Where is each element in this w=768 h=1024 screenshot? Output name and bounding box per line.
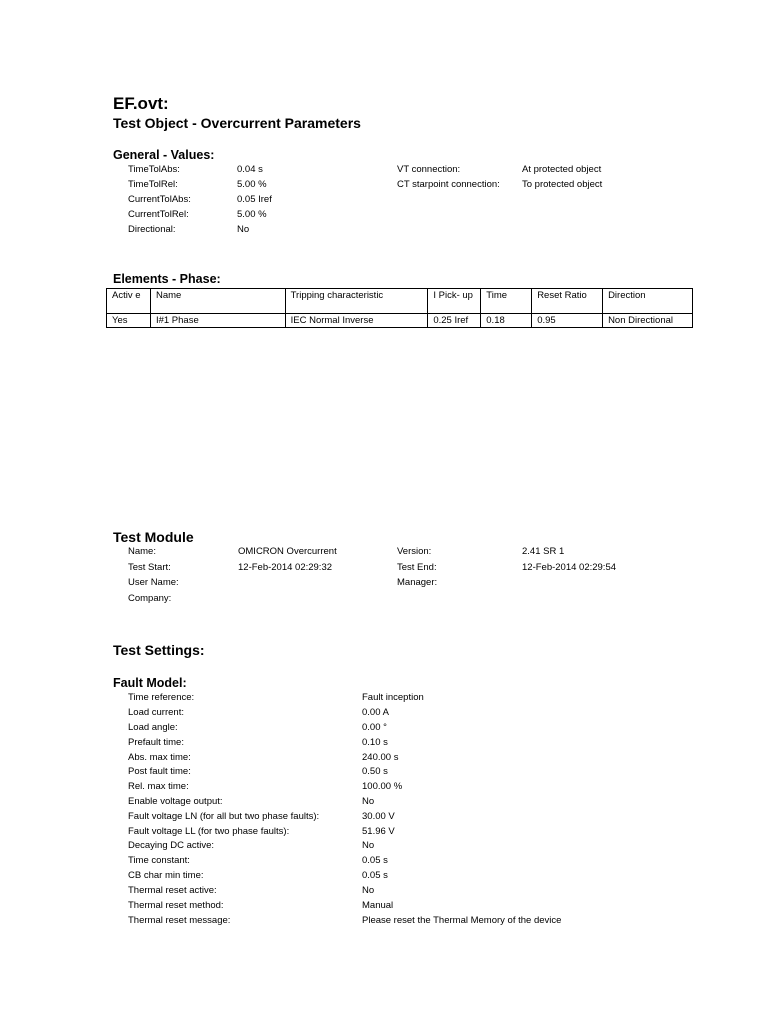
fault-label: Thermal reset method: (128, 900, 224, 911)
fault-label: Rel. max time: (128, 781, 189, 792)
general-values-heading: General - Values: (113, 148, 215, 162)
fault-value: 51.96 V (362, 826, 395, 837)
table-header-row (107, 289, 693, 314)
column-header: Direction (603, 289, 693, 314)
fault-label: Time constant: (128, 855, 190, 866)
general-label: TimeTolRel: (128, 179, 178, 190)
fault-label: Decaying DC active: (128, 840, 215, 851)
elements-phase-heading: Elements - Phase: (113, 272, 221, 286)
general-value: 0.05 Iref (237, 194, 272, 205)
fault-value: 30.00 V (362, 811, 395, 822)
fault-model-heading: Fault Model: (113, 676, 187, 690)
table-cell: I#1 Phase (150, 314, 285, 328)
column-header: I Pick- up (428, 289, 481, 314)
fault-value: 0.05 s (362, 870, 388, 881)
general-value: To protected object (522, 179, 603, 190)
fault-label: Prefault time: (128, 737, 184, 748)
table-cell: IEC Normal Inverse (285, 314, 428, 328)
fault-label: Enable voltage output: (128, 796, 223, 807)
general-label: TimeTolAbs: (128, 164, 180, 175)
elements-phase-table (106, 288, 693, 328)
table-cell: Yes (107, 314, 151, 328)
module-label: Version: (397, 546, 432, 557)
fault-value: Fault inception (362, 692, 424, 703)
general-value: No (237, 224, 250, 235)
fault-label: Thermal reset message: (128, 915, 231, 926)
fault-value: 0.10 s (362, 737, 388, 748)
fault-label: Fault voltage LN (for all but two phase faults): (128, 811, 320, 822)
table-cell: 0.95 (532, 314, 603, 328)
module-label: Manager: (397, 577, 438, 588)
module-label: Test Start: (128, 562, 171, 573)
fault-label: CB char min time: (128, 870, 204, 881)
fault-value: 0.00 A (362, 707, 389, 718)
module-value: 12-Feb-2014 02:29:54 (522, 562, 617, 573)
fault-label: Post fault time: (128, 766, 191, 777)
module-value: 12-Feb-2014 02:29:32 (238, 562, 333, 573)
fault-value: 100.00 % (362, 781, 403, 792)
column-header: Time (481, 289, 532, 314)
fault-label: Load current: (128, 707, 184, 718)
fault-value: No (362, 840, 375, 851)
fault-label: Thermal reset active: (128, 885, 217, 896)
general-value: 5.00 % (237, 179, 267, 190)
module-label: Test End: (397, 562, 437, 573)
fault-value: 0.05 s (362, 855, 388, 866)
module-label: User Name: (128, 577, 179, 588)
table-cell: 0.18 (481, 314, 532, 328)
fault-label: Abs. max time: (128, 752, 191, 763)
table-cell: 0.25 Iref (428, 314, 481, 328)
general-value: 5.00 % (237, 209, 267, 220)
column-header: Activ e (107, 289, 151, 314)
module-value: 2.41 SR 1 (522, 546, 565, 557)
general-label: CurrentTolAbs: (128, 194, 191, 205)
document-filename: EF.ovt: (113, 94, 169, 113)
fault-label: Fault voltage LL (for two phase faults): (128, 826, 290, 837)
general-label: CurrentTolRel: (128, 209, 189, 220)
general-value: At protected object (522, 164, 602, 175)
general-label: VT connection: (397, 164, 461, 175)
table-row (107, 314, 693, 328)
fault-label: Load angle: (128, 722, 178, 733)
table-cell: Non Directional (603, 314, 693, 328)
general-label: CT starpoint connection: (397, 179, 500, 190)
column-header: Name (150, 289, 285, 314)
fault-value: 0.50 s (362, 766, 388, 777)
column-header: Tripping characteristic (285, 289, 428, 314)
page-title: Test Object - Overcurrent Parameters (113, 115, 361, 131)
general-value: 0.04 s (237, 164, 263, 175)
module-label: Name: (128, 546, 156, 557)
fault-value: 0.00 ° (362, 722, 387, 733)
test-module-heading: Test Module (113, 529, 194, 545)
module-label: Company: (128, 593, 172, 604)
fault-value: No (362, 885, 375, 896)
fault-value: 240.00 s (362, 752, 399, 763)
test-settings-heading: Test Settings: (113, 642, 205, 658)
fault-value: Manual (362, 900, 394, 911)
general-label: Directional: (128, 224, 176, 235)
column-header: Reset Ratio (532, 289, 603, 314)
fault-value: No (362, 796, 375, 807)
fault-label: Time reference: (128, 692, 195, 703)
module-value: OMICRON Overcurrent (238, 546, 337, 557)
fault-value: Please reset the Thermal Memory of the device (362, 915, 562, 926)
